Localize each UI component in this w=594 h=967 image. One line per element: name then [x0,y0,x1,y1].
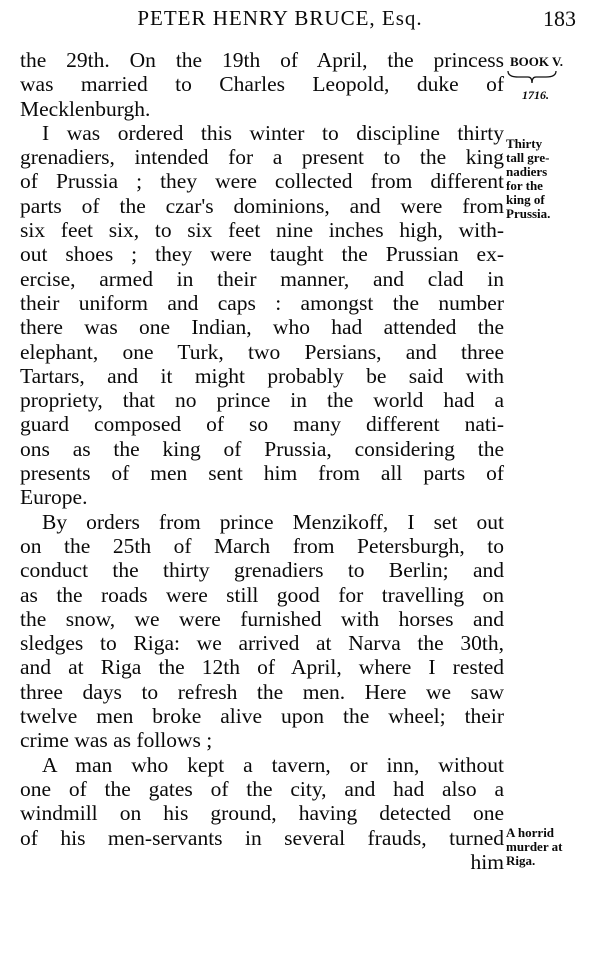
margin-book-label: BOOK V. [510,54,563,69]
text-line: presents of men sent him from all parts of [20,461,504,486]
text-line: there was one Indian, who had attended the [20,315,504,340]
text-line: on the 25th of March from Petersburgh, to [20,533,504,558]
text-line: I was ordered this winter to discipline thirty [42,120,504,145]
text-line: conduct the thirty grenadiers to Berlin; and [20,558,504,583]
margin-note-line: Riga. [506,853,536,868]
text-line: was married to Charles Leopold, duke of [20,72,504,97]
margin-note-grenadiers [506,137,590,221]
text-line: grenadiers, intended for a present to the king [20,145,504,170]
text-line: and at Riga the 12th of April, where I rested [20,655,504,680]
margin-note-line: Thirty [506,136,543,151]
text-line: out shoes ; they were taught the Prussian ex- [20,242,504,267]
margin-note-murder [506,826,590,868]
text-line: sledges to Riga: we arrived at Narva the 30th, [20,631,504,656]
margin-year: 1716. [522,88,549,102]
text-line: A man who kept a tavern, or inn, without [42,752,504,777]
page-number: 183 [543,6,576,31]
body-text [20,48,504,874]
text-line: elephant, one Turk, two Persians, and three [20,339,504,364]
brace-icon [506,69,558,85]
text-line: Mecklenburgh. [20,96,151,121]
text-line: propriety, that no prince in the world had a [20,388,504,413]
text-line: six feet six, to six feet nine inches high, with- [20,218,504,243]
text-line: one of the gates of the city, and had also a [20,776,504,801]
text-line: three days to refresh the men. Here we saw [20,679,504,704]
text-line: guard composed of so many different nati- [20,412,504,437]
text-line: of Prussia ; they were collected from different [20,169,504,194]
running-head: PETER HENRY BRUCE, Esq. [137,6,423,30]
text-line: ons as the king of Prussia, considering the [20,436,504,461]
text-line: of his men-servants in several frauds, turned [20,825,504,850]
text-line: Europe. [20,485,88,510]
margin-note-line: nadiers [506,164,548,179]
margin-note-line: A horrid [506,825,555,840]
text-line: their uniform and caps : amongst the number [20,290,504,315]
margin-note-line: Prussia. [506,206,551,221]
text-line: Tartars, and it might probably be said with [20,363,504,388]
catchword: him [470,849,504,874]
margin-note-line: tall gre- [506,150,550,165]
margin-note-line: king of [506,192,545,207]
text-line: ercise, armed in their manner, and clad in [20,266,504,291]
text-line: windmill on his ground, having detected one [20,801,504,826]
margin-note-line: for the [506,178,543,193]
text-line: By orders from prince Menzikoff, I set out [42,509,504,534]
text-line: parts of the czar's dominions, and were from [20,193,504,218]
text-line: the 29th. On the 19th of April, the princess [20,48,504,72]
text-line: twelve men broke alive upon the wheel; their [20,704,504,729]
text-line: crime was as follows ; [20,728,213,753]
margin-note-line: murder at [506,839,563,854]
text-line: the snow, we were furnished with horses and [20,606,504,631]
text-line: as the roads were still good for travelling on [20,582,504,607]
